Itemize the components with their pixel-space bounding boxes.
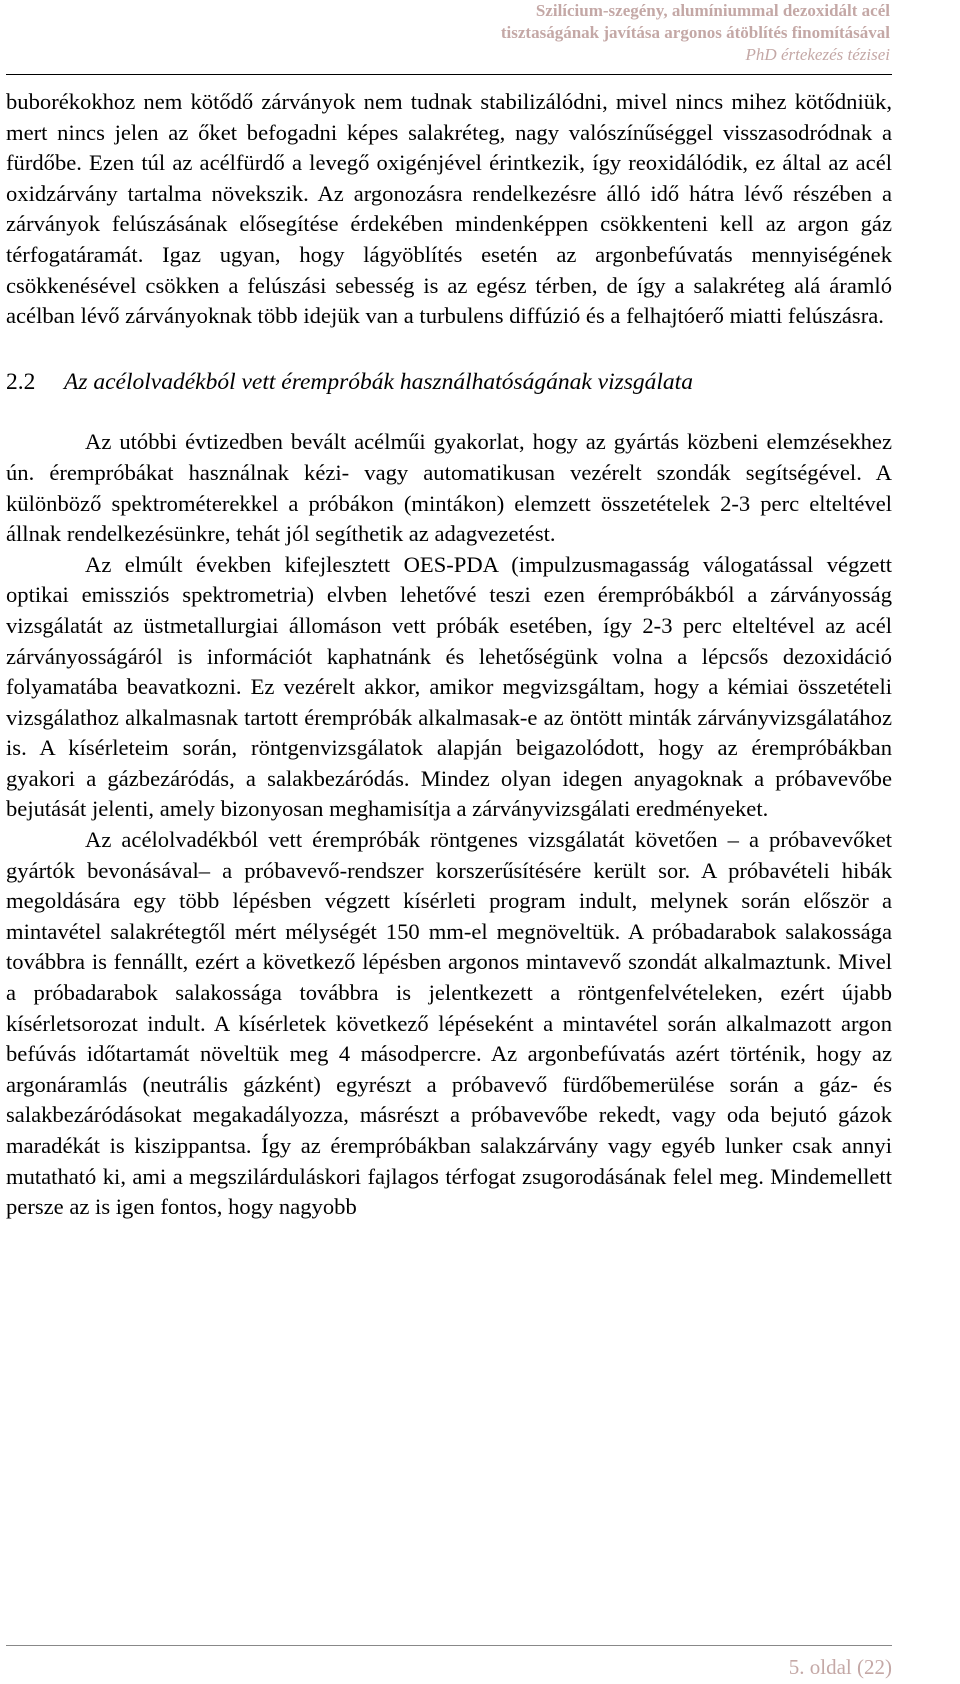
- running-header: [501, 0, 890, 66]
- section-number: 2.2: [6, 368, 36, 395]
- paragraph-continuation: buborékokhoz nem kötődő zárványok nem tudnak stabilizálódni, mivel nincs mihez kötődniük, mert nincs jelen az őket befogadni képes salakréteg, nagy valószínűséggel visszasodródnak a fürdőbe. Ezen túl az acélfürdő a levegő oxigénjével érintkezik, így reoxidálódik, ez által az acél oxidzárvány tartalma növekszik. Az argonozásra rendelkezésre álló idő hátra lévő részében a zárványok felúszásának elősegítése érdekében mindenképpen csökkenteni kell az argon gáz térfogatáramát. Igaz ugyan, hogy lágyöblítés esetén az argonbefúvatás mennyiségének csökkenésével csökken a felúszási sebesség is az egész térben, de így a salakréteg alá áramló acélban lévő zárványoknak több idejük van a turbulens diffúzió és a felhajtóerő miatti felúszásra.: [6, 89, 892, 329]
- paragraph: Az utóbbi évtizedben bevált acélműi gyakorlat, hogy az gyártás közbeni elemzésekhez ún. érempróbákat használnak kézi- vagy automatikusan vezérelt szondák segítségével. A különböző spektrométerekkel a próbákon (mintákon) elemzett összetételek 2-3 perc elteltével állnak rendelkezésünkre, tehát jól segíthetik az adagvezetést.: [6, 429, 892, 547]
- page-number: 5. oldal (22): [788, 1655, 892, 1679]
- section-title: Az acélolvadékból vett érempróbák használhatóságának vizsgálata: [64, 368, 693, 395]
- header-title-line-2: tisztaságának javítása argonos átöblítés finomításával: [500, 23, 890, 42]
- body-text: [6, 87, 892, 1223]
- paragraph: Az elmúlt években kifejlesztett OES-PDA (impulzusmagasság válogatással végzett optikai emissziós spektrometria) elvben lehetővé teszi ezen érempróbákból a zárványosság vizsgálatát az üstmetallurgiai állomáson vett próbák esetében, így 2-3 perc elteltével az acél zárványosságáról is információt kaphatnánk és lehetőségünk volna a lépcsős dezoxidáció folyamatába beavatkozni. Ez vezérelt akkor, amikor megvizsgáltam, hogy a kémiai összetételi vizsgálathoz alkalmasnak tartott érempróbák alkalmasak-e az öntött minták zárványvizsgálatához is. A kísérleteim során, röntgenvizsgálatok alapján beigazolódott, hogy az érempróbákban gyakori a gázbezáródás, a salakbezáródás. Mindez olyan idegen anyagoknak a próbavevőbe bejutását jelenti, amely bizonyosan meghamisítja a zárványvizsgálati eredményeket.: [6, 551, 892, 822]
- section-heading: [6, 367, 892, 398]
- footer-divider: [6, 1645, 892, 1646]
- paragraph: Az acélolvadékból vett érempróbák röntgenes vizsgálatát követően – a próbavevőket gyártók bevonásával– a próbavevő-rendszer korszerűsítésére került sor. A próbavételi hibák megoldására egy több lépésben végzett kísérleti program indult, melynek során először a mintavétel salakrétegtől mért mélységét 150 mm-el megnöveltük. A próbadarabok salakossága továbbra is fennállt, ezért a következő lépésben argonos mintavevő szondát alkalmaztunk. Mivel a próbadarabok salakossága továbbra is jelentkezett a röntgenfelvételeken, ezért újabb kísérletsorozat indult. A kísérletek következő lépéseként a mintavétel során alkalmazott argon befúvás időtartamát növeltük meg 4 másodpercre. Az argonbefúvatás azért történik, hogy az argonáramlás (neutrális gázként) egyrészt a próbavevő fürdőbemerülése során a gáz- és salakbezáródásokat megakadályozza, másrészt a próbavevőbe rekedt, vagy oda bejutó gázok maradékát is kiszippantsa. Így az érempróbákban salakzárvány vagy egyéb lunker csak annyi mutatható ki, ami a megszilárduláskori fajlagos térfogat zsugorodásának felel meg. Mindemellett persze az is igen fontos, hogy nagyobb: [6, 827, 892, 1220]
- header-divider: [6, 74, 892, 75]
- header-title-line-1: Szilícium-szegény, alumíniummal dezoxidált acél: [535, 1, 890, 20]
- header-subtitle: PhD értekezés tézisei: [745, 45, 890, 64]
